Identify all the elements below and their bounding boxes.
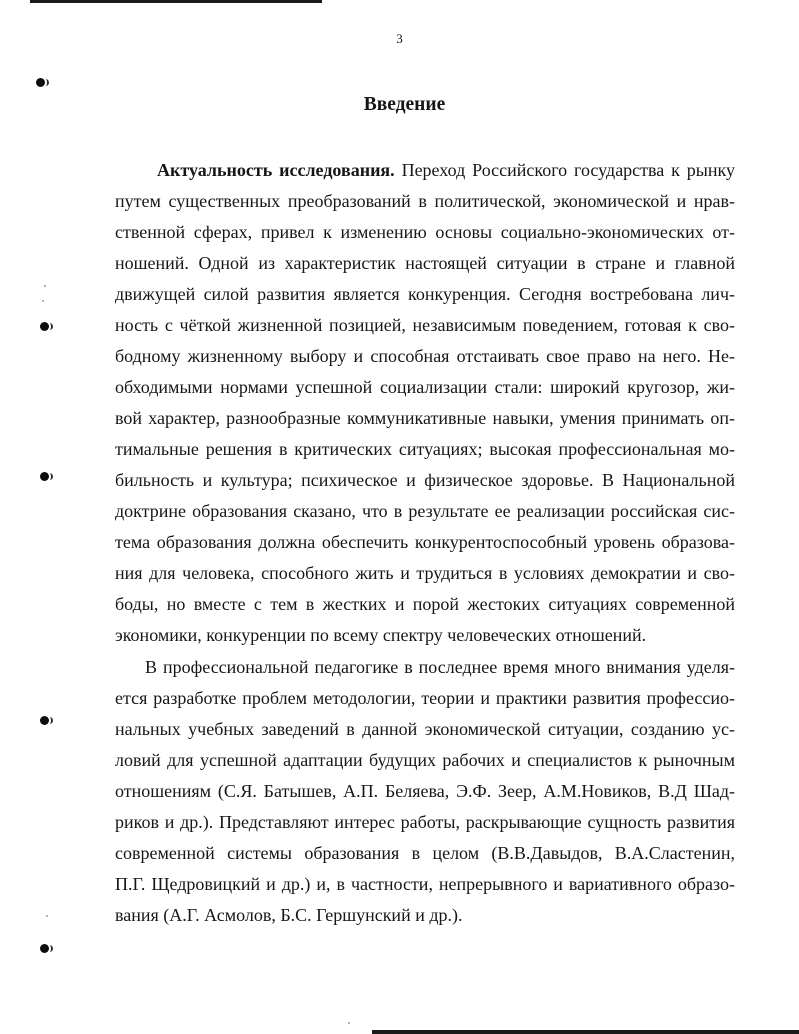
text-line: ношений. Одной из характеристик настоящей ситуации в стране и главной — [115, 253, 735, 273]
text-line: доктрине образования сказано, что в результате ее реализации российская сис- — [115, 501, 735, 521]
scan-speck — [348, 1022, 350, 1024]
text-line: путем существенных преобразований в политической, экономической и нрав- — [115, 191, 735, 211]
text-line: нальных учебных заведений в данной экономической ситуации, созданию ус- — [115, 719, 735, 739]
text-line: обходимыми нормами успешной социализации стали: широкий кругозор, жи- — [115, 377, 735, 397]
text-line: П.Г. Щедровицкий и др.) и, в частности, непрерывного и вариативного образо- — [115, 874, 735, 894]
binder-hole-mark — [40, 322, 49, 331]
binder-hole-mark — [40, 472, 49, 481]
text-line: ется разработке проблем методологии, теории и практики развития профессио- — [115, 688, 735, 708]
binder-hole-mark — [36, 78, 45, 87]
text-line: экономики, конкуренции по всему спектру человеческих отношений. — [115, 625, 647, 645]
scan-speck — [44, 285, 46, 287]
paragraph-pedagogy — [115, 652, 735, 931]
text-line: боды, но вместе с тем в жестких и порой жестоких ситуациях современной — [115, 594, 735, 614]
text-line: В профессиональной педагогике в последнее время много внимания уделя- — [145, 657, 735, 677]
text-line: ность с чёткой жизненной позицией, независимым поведением, готовая к сво- — [115, 315, 735, 335]
page-number: 3 — [396, 31, 403, 46]
text-line: ственной сферах, привел к изменению основы социально-экономических от- — [115, 222, 735, 242]
text-line: современной системы образования в целом (В.В.Давыдов, В.А.Сластенин, — [115, 843, 735, 863]
scan-edge-bottom — [372, 1030, 799, 1034]
paragraph-relevance — [115, 155, 735, 651]
text-line: тема образования должна обеспечить конкурентоспособный уровень образова- — [115, 532, 735, 552]
scan-edge-top — [30, 0, 322, 3]
text-line: вой характер, разнообразные коммуникативные навыки, умения принимать оп- — [115, 408, 735, 428]
text-line: бильность и культура; психическое и физическое здоровье. В Национальной — [115, 470, 735, 490]
text-line: ловий для успешной адаптации будущих рабочих и специалистов к рыночным — [115, 750, 735, 770]
text-line: движущей силой развития является конкуренция. Сегодня востребована лич- — [115, 284, 735, 304]
binder-hole-mark — [40, 716, 49, 725]
page-title: Введение — [363, 94, 446, 115]
text-line: ния для человека, способного жить и трудиться в условиях демократии и сво- — [115, 563, 735, 583]
paragraph-lead: Актуальность исследования. — [157, 160, 395, 180]
text-line: бодному жизненному выбору и способная отстаивать свое право на него. Не- — [115, 346, 735, 366]
text-line: тимальные решения в критических ситуациях; высокая профессиональная мо- — [115, 439, 735, 459]
text-line: вания (А.Г. Асмолов, Б.С. Гершунский и др.). — [115, 905, 463, 925]
binder-hole-mark — [40, 944, 49, 953]
text-line — [115, 155, 735, 186]
text-line-rest: Переход Российского государства к рынку — [394, 160, 736, 180]
scan-speck — [46, 915, 48, 917]
text-line: риков и др.). Представляют интерес работы, раскрывающие сущность развития — [115, 812, 735, 832]
scan-speck — [42, 300, 44, 302]
text-line: отношениям (С.Я. Батышев, А.П. Беляева, Э.Ф. Зеер, А.М.Новиков, В.Д Шад- — [115, 781, 735, 801]
